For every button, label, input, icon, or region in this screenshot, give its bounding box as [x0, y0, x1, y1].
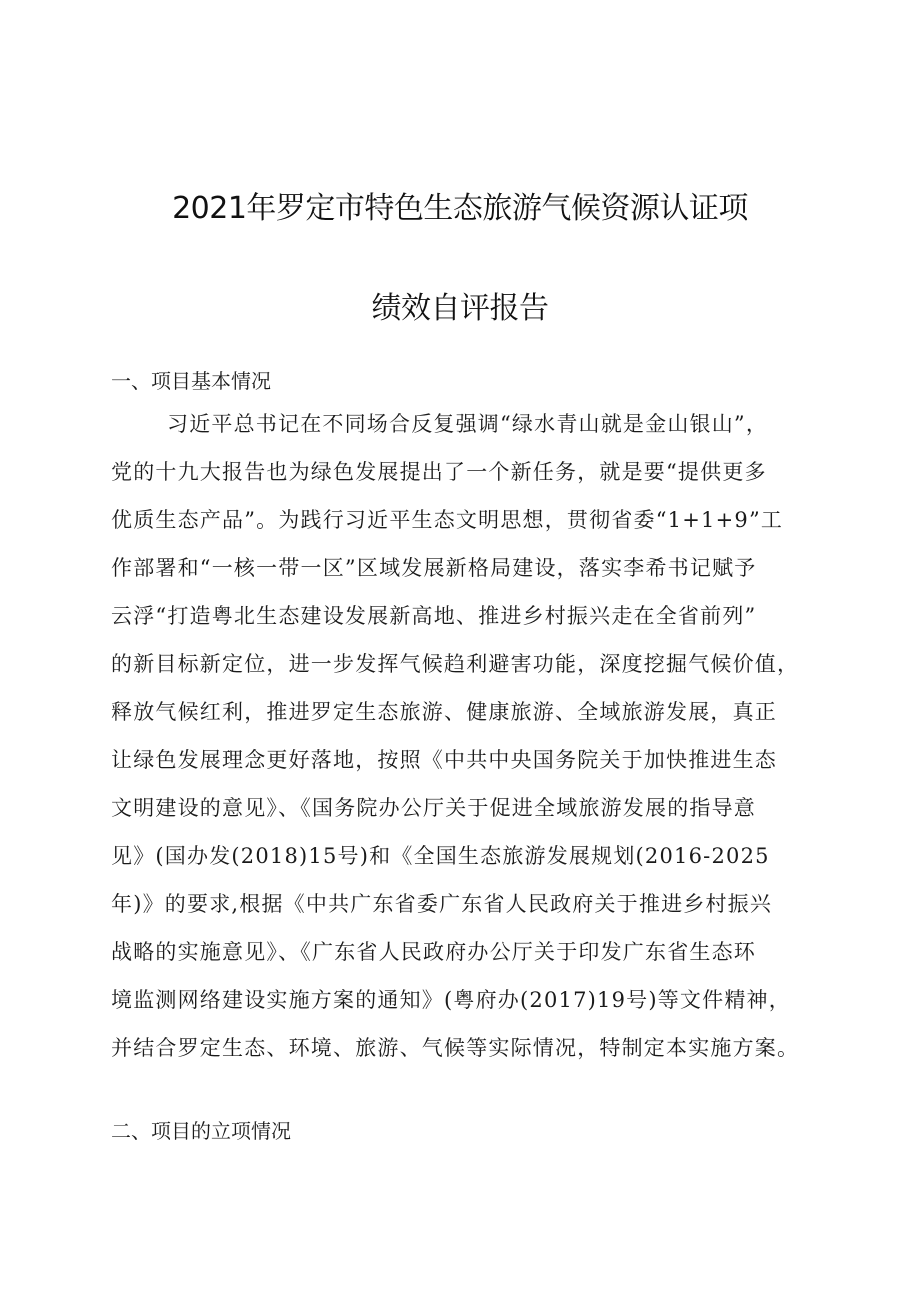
document-title-line-1: 2021年罗定市特色生态旅游气候资源认证项: [172, 191, 748, 226]
paragraph-line-13: 境监测网络建设实施方案的通知》(粤府办(2017)19号)等文件精神，: [111, 988, 791, 1012]
paragraph-line-3: 优质生态产品”。为践行习近平生态文明思想，贯彻省委“1+1+9”工: [111, 508, 784, 532]
paragraph-line-4: 作部署和“一核一带一区”区域发展新格局建设，落实李希书记赋予: [111, 556, 757, 580]
paragraph-line-1: 习近平总书记在不同场合反复强调“绿水青山就是金山银山”，: [167, 412, 769, 436]
paragraph-line-5: 云浮“打造粤北生态建设发展新高地、推进乡村振兴走在全省前列”: [111, 604, 757, 628]
paragraph-line-9: 文明建设的意见》、《国务院办公厅关于促进全域旅游发展的指导意: [111, 796, 756, 820]
paragraph-line-11: 年)》的要求,根据《中共广东省委广东省人民政府关于推进乡村振兴: [111, 892, 773, 916]
section-1-heading: 一、项目基本情况: [111, 369, 271, 393]
paragraph-line-14: 并结合罗定生态、环境、旅游、气候等实际情况，特制定本实施方案。: [111, 1036, 800, 1060]
paragraph-line-8: 让绿色发展理念更好落地，按照《中共中央国务院关于加快推进生态: [111, 748, 777, 772]
document-title-line-2: 绩效自评报告: [371, 291, 549, 326]
paragraph-line-10: 见》(国办发(2018)15号)和《全国生态旅游发展规划(2016-2025: [111, 844, 770, 868]
paragraph-line-7: 释放气候红利，推进罗定生态旅游、健康旅游、全域旅游发展，真正: [111, 700, 777, 724]
paragraph-line-2: 党的十九大报告也为绿色发展提出了一个新任务，就是要“提供更多: [111, 460, 767, 484]
paragraph-line-6: 的新目标新定位，进一步发挥气候趋利避害功能，深度挖掘气候价值，: [111, 652, 800, 676]
paragraph-line-12: 战略的实施意见》、《广东省人民政府办公厅关于印发广东省生态环: [111, 940, 756, 964]
section-2-heading: 二、项目的立项情况: [111, 1119, 291, 1143]
